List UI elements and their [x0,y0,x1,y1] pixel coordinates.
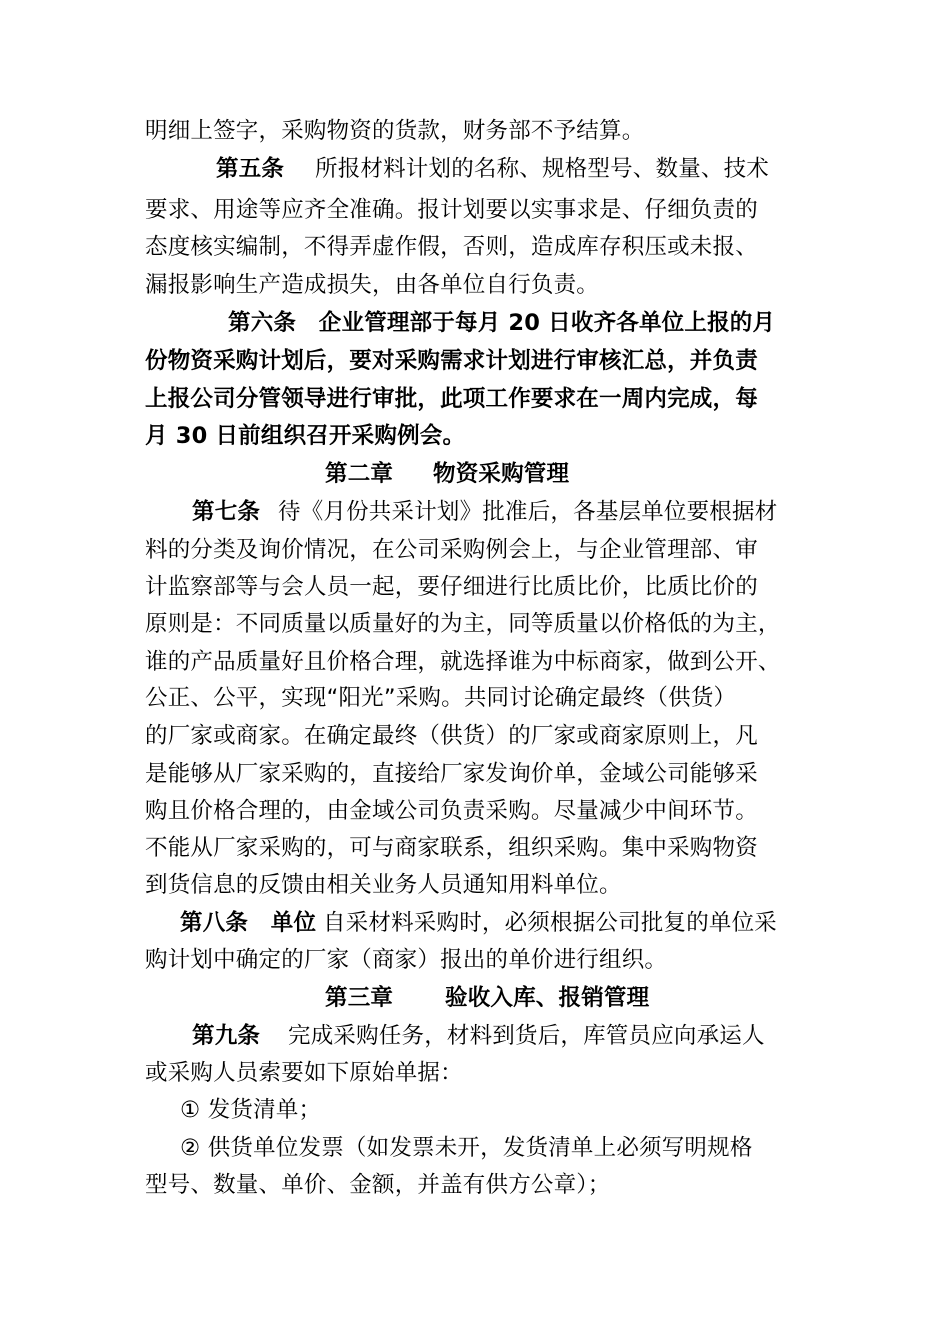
article-8-line [0,905,950,942]
text-line [0,830,950,867]
text-line [0,718,950,755]
line-text: 待《月份共采计划》批准后，各基层单位要根据材 [278,499,778,525]
chapter-2-heading [0,456,950,493]
line-text: 不能从厂家采购的，可与商家联系，组织采购。集中采购物资 [145,835,758,861]
line-text: 明细上签字，采购物资的货款，财务部不予结算。 [145,118,645,144]
text-line [0,192,950,229]
text-line [0,606,950,643]
line-text: 完成采购任务，材料到货后，库管员应向承运人 [288,1023,765,1049]
line-text: 自采材料采购时，必须根据公司批复的单位采 [323,910,778,936]
line-text: 是能够从厂家采购的，直接给厂家发询价单，金域公司能够采 [145,761,758,787]
text-line [0,418,950,455]
line-text: 月 30 日前组织召开采购例会。 [145,423,466,449]
text-line [0,680,950,717]
text-line [0,644,950,681]
chapter-2-number: 第二章 [325,461,394,487]
article-9-label: 第九条 [192,1023,261,1049]
line-text: 态度核实编制，不得弄虚作假，否则，造成库存积压或未报、 [145,234,758,260]
text-line [0,1167,950,1204]
text-line [0,569,950,606]
line-text: 计监察部等与会人员一起，要仔细进行比质比价，比质比价的 [145,574,758,600]
chapter-3-heading [0,980,950,1017]
chapter-3-number: 第三章 [325,985,394,1011]
text-line [0,381,950,418]
text-line [0,113,950,150]
text-line [0,267,950,304]
line-text: 上报公司分管领导进行审批，此项工作要求在一周内完成，每 [145,386,758,412]
article-7-label: 第七条 [192,499,261,525]
line-text: 第六条 企业管理部于每月 20 日收齐各单位上报的月 [228,310,776,336]
chapter-2-title: 物资采购管理 [433,461,570,487]
line-text: 所报材料计划的名称、规格型号、数量、技术 [315,156,770,182]
line-text: 原则是：不同质量以质量好的为主，同等质量以价格低的为主， [145,611,781,637]
article-8-label: 第八条 单位 [180,910,317,936]
line-text: ① 发货清单； [180,1097,322,1123]
article-9-line [0,1018,950,1055]
text-line [0,867,950,904]
text-line [0,1055,950,1092]
line-text: 料的分类及询价情况，在公司采购例会上，与企业管理部、审 [145,537,758,563]
article-5-label: 第五条 [216,156,285,182]
line-text: 的厂家或商家。在确定最终（供货）的厂家或商家原则上，凡 [145,723,758,749]
article-5-line [0,151,950,188]
list-item [0,1092,950,1129]
line-text: 购计划中确定的厂家（商家）报出的单价进行组织。 [145,947,668,973]
text-line [0,343,950,380]
list-item [0,1130,950,1167]
line-text: 公正、公平，实现“阳光”采购。共同讨论确定最终（供货） [145,685,737,711]
line-text: 到货信息的反馈由相关业务人员通知用料单位。 [145,872,622,898]
line-text: 漏报影响生产造成损失，由各单位自行负责。 [145,272,600,298]
text-line [0,229,950,266]
line-text: 购且价格合理的，由金域公司负责采购。尽量减少中间环节。 [145,798,758,824]
text-line [0,756,950,793]
text-line [0,942,950,979]
line-text: ② 供货单位发票（如发票未开，发货清单上必须写明规格 [180,1135,753,1161]
article-6-line [0,305,950,342]
line-text: 要求、用途等应齐全准确。报计划要以实事求是、仔细负责的 [145,197,758,223]
text-line [0,793,950,830]
text-line [0,532,950,569]
chapter-3-title: 验收入库、报销管理 [445,985,650,1011]
article-7-line [0,494,950,531]
line-text: 份物资采购计划后，要对采购需求计划进行审核汇总，并负责 [145,348,758,374]
line-text: 型号、数量、单价、金额，并盖有供方公章）； [145,1172,611,1198]
line-text: 或采购人员索要如下原始单据： [145,1060,463,1086]
line-text: 谁的产品质量好且价格合理，就选择谁为中标商家，做到公开、 [145,649,781,675]
